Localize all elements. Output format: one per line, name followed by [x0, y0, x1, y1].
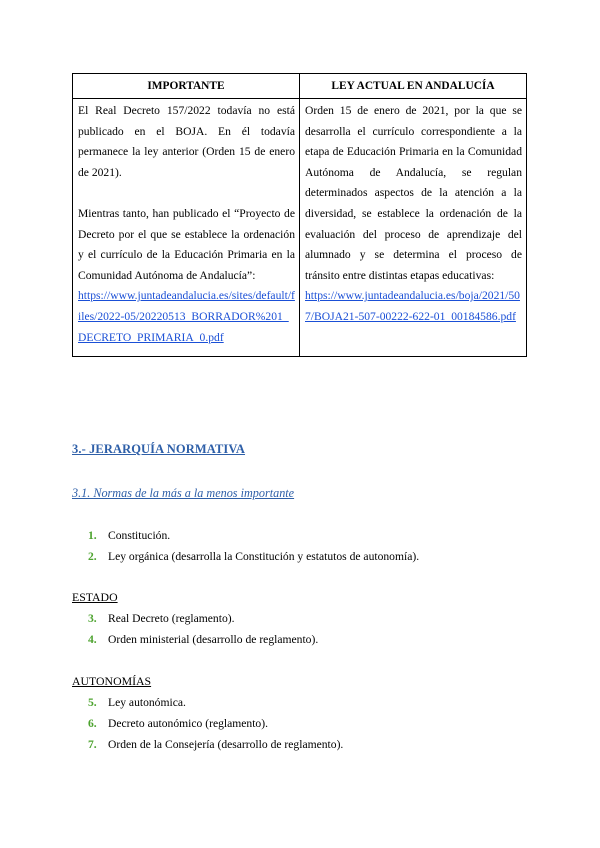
- general-norms-list: [88, 525, 419, 567]
- list-item: [88, 629, 318, 650]
- autonomias-list: [88, 692, 343, 755]
- right-cell: [300, 99, 527, 357]
- list-text: Orden ministerial (desarrollo de reglamento).: [108, 633, 319, 646]
- paragraph-gap: [78, 183, 295, 204]
- left-cell: [73, 99, 300, 357]
- list-text: Ley orgánica (desarrolla la Constitución y estatutos de autonomía).: [108, 550, 420, 563]
- list-number: 1.: [88, 529, 97, 542]
- estado-list: [88, 608, 318, 650]
- list-number: 4.: [88, 633, 97, 646]
- list-text: Ley autonómica.: [108, 696, 186, 709]
- list-number: 7.: [88, 738, 97, 751]
- estado-label: ESTADO: [72, 590, 118, 604]
- list-item: [88, 713, 343, 734]
- list-number: 2.: [88, 550, 97, 563]
- list-item: [88, 608, 318, 629]
- list-text: Orden de la Consejería (desarrollo de reglamento).: [108, 738, 344, 751]
- right-paragraph-1: Orden 15 de enero de 2021, por la que se desarrolla el currículo correspondiente a la etapa de Educación Primaria en la Comunidad Autónoma de Andalucía, se regulan determinados aspectos de la atención a la diversidad, se establece la ordenación de la evaluación del proceso de aprendizaje del alumnado y se determina el proceso de tránsito entre distintas etapas educativas:: [305, 104, 522, 282]
- borrador-decreto-link[interactable]: https://www.juntadeandalucia.es/sites/default/files/2022-05/20220513_BORRADOR%201_DECRETO_PRIMARIA_0.pdf: [78, 289, 295, 344]
- table-row: [73, 99, 527, 357]
- list-number: 3.: [88, 612, 97, 625]
- list-number: 6.: [88, 717, 97, 730]
- left-paragraph-2: Mientras tanto, han publicado el “Proyecto de Decreto por el que se establece la ordenación y el currículo de la Educación Primaria en la Comunidad Autónoma de Andalucía”:: [78, 206, 295, 282]
- autonomias-label: AUTONOMÍAS: [72, 674, 152, 688]
- boja-orden-link[interactable]: https://www.juntadeandalucia.es/boja/2021/507/BOJA21-507-00222-622-01_00184586.pdf: [305, 289, 520, 323]
- list-item: [88, 546, 419, 567]
- section-title: 3.- JERARQUÍA NORMATIVA: [72, 442, 246, 456]
- comparison-table: [72, 73, 527, 357]
- list-text: Decreto autonómico (reglamento).: [108, 717, 268, 730]
- list-text: Real Decreto (reglamento).: [108, 612, 235, 625]
- list-item: [88, 692, 343, 713]
- header-importante: IMPORTANTE: [73, 74, 300, 99]
- list-item: [88, 525, 419, 546]
- list-number: 5.: [88, 696, 97, 709]
- left-paragraph-1: El Real Decreto 157/2022 todavía no está publicado en el BOJA. En él todavía permanece la ley anterior (Orden 15 de enero de 2021).: [78, 104, 295, 179]
- table-header-row: [73, 74, 527, 99]
- list-text: Constitución.: [108, 529, 171, 542]
- subsection-title: 3.1. Normas de la más a la menos importante: [72, 486, 295, 500]
- list-item: [88, 734, 343, 755]
- header-ley-actual: LEY ACTUAL EN ANDALUCÍA: [300, 74, 527, 99]
